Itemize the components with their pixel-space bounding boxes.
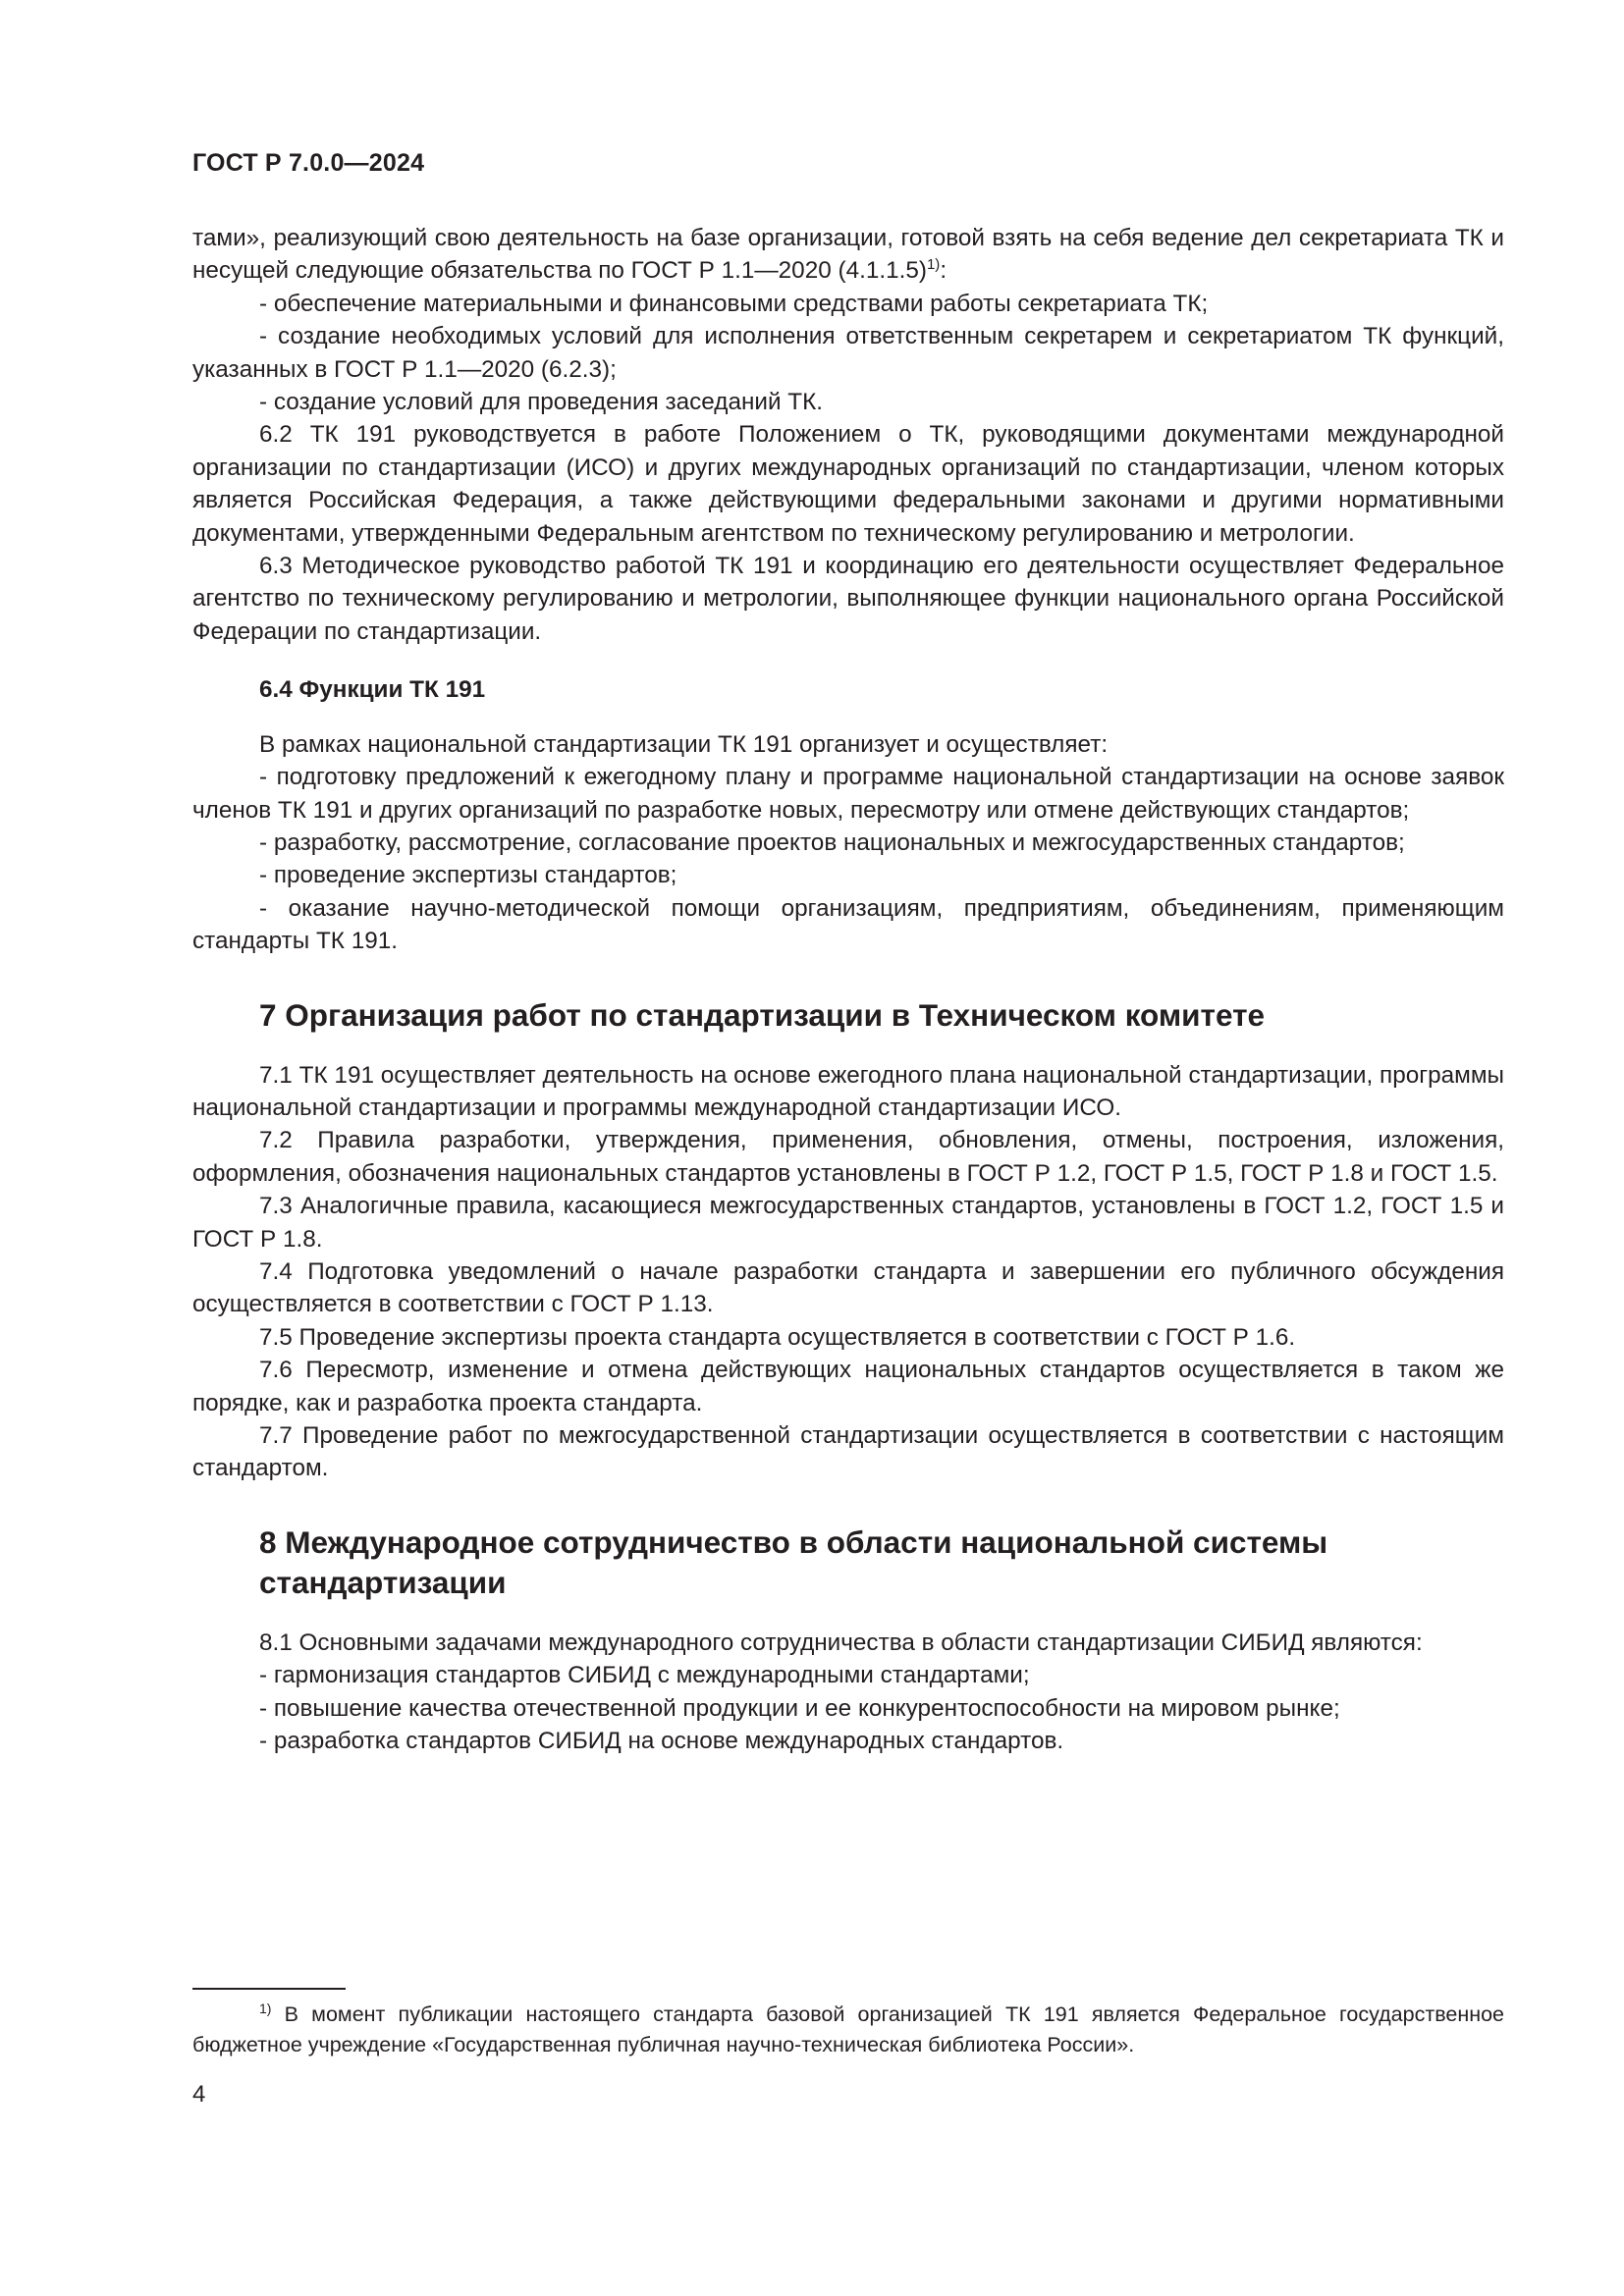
paragraph-7-4: 7.4 Подготовка уведомлений о начале разработки стандарта и завершении его публичного обсуждения осуществляется в соответствии с ГОСТ Р 1.13. [192,1257,1504,1318]
list-item: - создание условий для проведения заседаний ТК. [259,389,824,416]
paragraph-7-5: 7.5 Проведение экспертизы проекта стандарта осуществляется в соответствии с ГОСТ Р 1.6. [259,1323,1296,1351]
list-item: - подготовку предложений к ежегодному плану и программе национальной стандартизации на основе заявок членов ТК 191 и других организаций по разработке новых, пересмотру или отмене действующих стандартов; [192,764,1504,824]
list-item: - проведение экспертизы стандартов; [259,862,677,889]
paragraph-6-3: 6.3 Методическое руководство работой ТК 191 и координацию его деятельности осуществляет Федеральное агентство по техническому регулированию и метрологии, выполняющее функции национального органа Российской Федерации по стандартизации. [192,553,1504,645]
paragraph-7-7: 7.7 Проведение работ по межгосударственной стандартизации осуществляется в соответствии с настоящим стандартом. [192,1422,1504,1482]
list-item: - обеспечение материальными и финансовыми средствами работы секретариата ТК; [259,290,1209,317]
list-item: - разработку, рассмотрение, согласование проектов национальных и межгосударственных стандартов; [259,828,1405,856]
footnote-marker: 1) [259,2001,272,2016]
subheading-6-4: 6.4 Функции ТК 191 [259,676,486,704]
list-item: - гармонизация стандартов СИБИД с международными стандартами; [259,1662,1030,1689]
list-item: - повышение качества отечественной продукции и ее конкурентоспособности на мировом рынке; [259,1694,1340,1722]
paragraph-7-2: 7.2 Правила разработки, утверждения, применения, обновления, отмены, построения, изложения, оформления, обозначения национальных стандартов установлены в ГОСТ Р 1.2, ГОСТ Р 1.5, ГОСТ Р 1.8 и ГОСТ 1.5. [192,1127,1504,1187]
list-item: - создание необходимых условий для исполнения ответственным секретарем и секретариатом ТК функций, указанных в ГОСТ Р 1.1—2020 (6.2.3); [192,323,1504,383]
section-7-title: 7 Организация работ по стандартизации в Техническом комитете [259,996,1266,1033]
paragraph-8-1: 8.1 Основными задачами международного сотрудничества в области стандартизации СИБИД являются: [259,1629,1423,1656]
paragraph-7-1: 7.1 ТК 191 осуществляет деятельность на основе ежегодного плана национальной стандартизации, программы национальной стандартизации и программы международной стандартизации ИСО. [192,1061,1504,1121]
footnote-separator [192,1988,346,1990]
paragraph-intro: тами», реализующий свою деятельность на базе организации, готовой взять на себя ведение дел секретариата ТК и несущей следующие обязательства по ГОСТ Р 1.1—2020 $(4.1.1.5)^{1)}$: [192,225,1504,285]
paragraph-7-6: 7.6 Пересмотр, изменение и отмена действующих национальных стандартов осуществляется в таком же порядке, как и разработка проекта стандарта. [192,1357,1504,1416]
list-item: - оказание научно-методической помощи организациям, предприятиям, объединениям, применяющим стандарты ТК 191. [192,894,1504,955]
page-number: 4 [192,2081,206,2108]
section-8-title: 8 Международное сотрудничество в области национальной системы стандартизации [259,1523,1328,1600]
footnote [192,2000,1504,2060]
running-header: ГОСТ Р 7.0.0—2024 [192,149,425,177]
footnote-text: В момент публикации настоящего стандарта базовой организацией ТК 191 является Федеральное государственное бюджетное учреждение «Государственная публичная научно-техническая библиотека России». [192,2002,1504,2056]
paragraph-6-4-lead: В рамках национальной стандартизации ТК 191 организует и осуществляет: [259,730,1109,758]
paragraph-6-2: 6.2 ТК 191 руководствуется в работе Положением о ТК, руководящими документами международной организации по стандартизации (ИСО) и других международных организаций по стандартизации, членом которых является Российская Федерация, а также действующими федеральными законами и другими нормативными документами, утвержденными Федеральным агентством по техническому регулированию и метрологии. [192,421,1504,547]
footnote-reference[interactable]: 1) [926,256,941,274]
list-item: - разработка стандартов СИБИД на основе международных стандартов. [259,1728,1064,1755]
page-body [192,222,1504,1757]
paragraph-7-3: 7.3 Аналогичные правила, касающиеся межгосударственных стандартов, установлены в ГОСТ 1.2, ГОСТ 1.5 и ГОСТ Р 1.8. [192,1193,1504,1253]
